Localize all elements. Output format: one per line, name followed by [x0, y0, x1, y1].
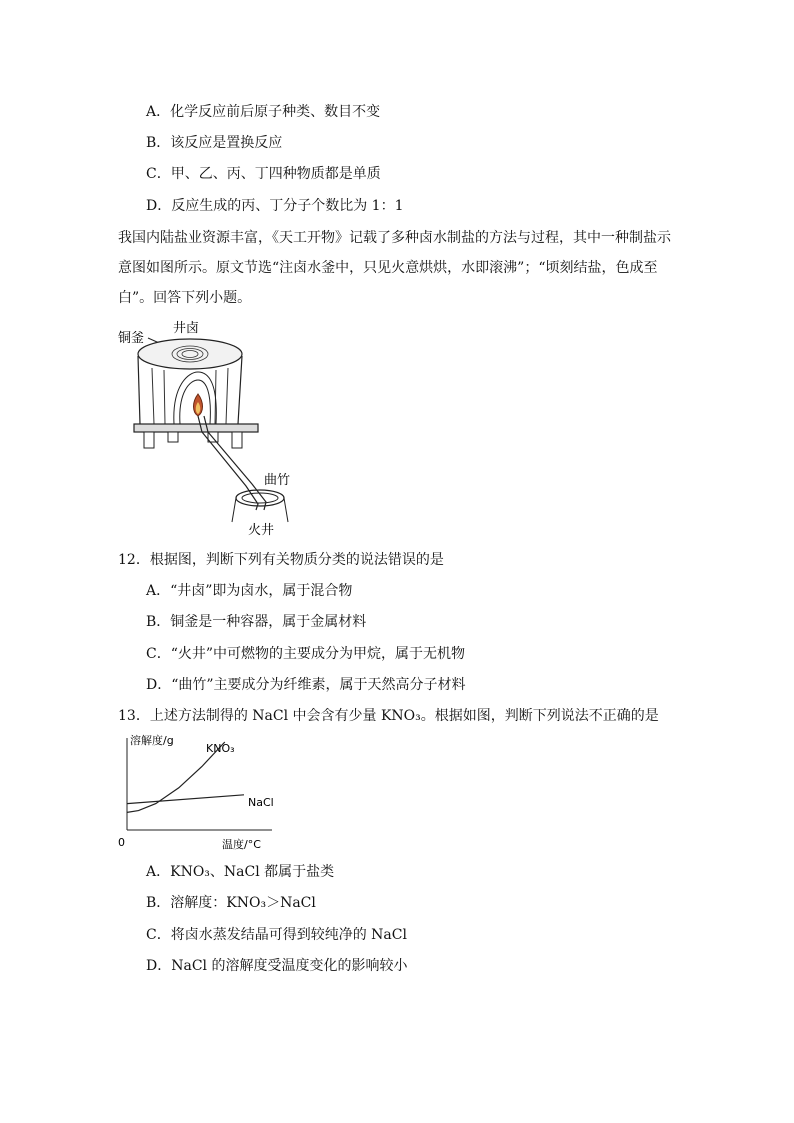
q12-option-a: A．“井卤”即为卤水，属于混合物: [146, 583, 353, 599]
label-curved-bamboo: 曲竹: [264, 473, 291, 488]
option-c: C．甲、乙、丙、丁四种物质都是单质: [146, 166, 381, 182]
kno3-label: KNO₃: [206, 742, 235, 755]
q13-option-b: B．溶解度：KNO₃＞NaCl: [146, 895, 316, 911]
label-well-brine: 井卤: [173, 321, 200, 336]
x-axis-label: 温度/°C: [222, 838, 261, 851]
q13-option-d: D．NaCl 的溶解度受温度变化的影响较小: [146, 958, 408, 974]
q13-stem: 13．上述方法制得的 NaCl 中会含有少量 KNO₃。根据如图，判断下列说法不正确的是: [118, 708, 659, 724]
passage-line-1: 我国内陆盐业资源丰富，《天工开物》记载了多种卤水制盐的方法与过程，其中一种制盐示: [118, 230, 671, 246]
passage-line-2: 意图如图所示。原文节选“注卤水釜中，只见火意烘烘，水即滚沸”；“顷刻结盐，色成至: [118, 260, 658, 276]
solubility-chart: [112, 730, 282, 852]
q12-stem: 12．根据图，判断下列有关物质分类的说法错误的是: [118, 552, 444, 568]
q12-option-b: B．铜釜是一种容器，属于金属材料: [146, 614, 367, 630]
option-d: D．反应生成的丙、丁分子个数比为 1：1: [146, 198, 404, 214]
q12-option-c: C．“火井”中可燃物的主要成分为甲烷，属于无机物: [146, 646, 466, 662]
q12-option-d: D．“曲竹”主要成分为纤维素，属于天然高分子材料: [146, 677, 466, 693]
passage-line-3: 白”。回答下列小题。: [118, 290, 252, 306]
origin-label: 0: [118, 836, 125, 849]
salt-making-figure: [118, 316, 318, 544]
q13-option-a: A．KNO₃、NaCl 都属于盐类: [146, 864, 335, 880]
label-copper-pot: 铜釜: [118, 331, 145, 346]
option-a: A．化学反应前后原子种类、数目不变: [146, 104, 381, 120]
q13-option-c: C．将卤水蒸发结晶可得到较纯净的 NaCl: [146, 927, 407, 943]
option-b: B．该反应是置换反应: [146, 135, 283, 151]
nacl-curve: [127, 795, 244, 804]
label-fire-well: 火井: [248, 523, 275, 538]
y-axis-label: 溶解度/g: [130, 734, 174, 747]
nacl-label: NaCl: [248, 796, 274, 809]
